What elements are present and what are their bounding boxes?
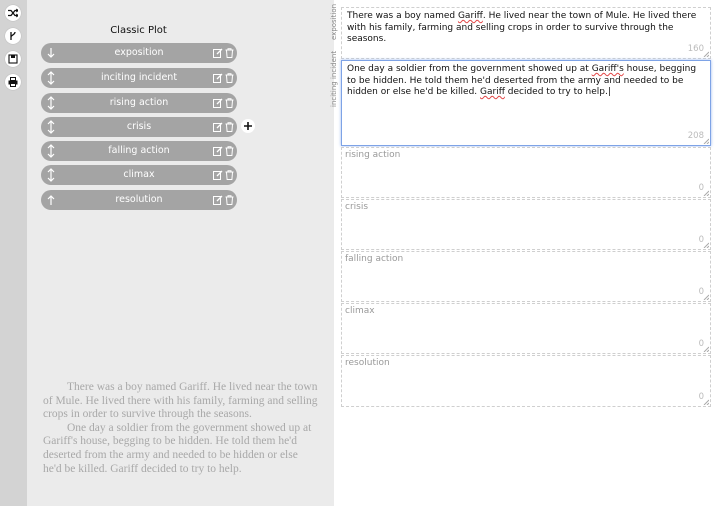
story-paragraph: One day a soldier from the government showed up at Gariff's house, begging to be hidden. He told them he'd deserted from the army and needed to be hidden or else he'd be killed. Gariff decided to try to help. (43, 421, 312, 475)
plot-item-label: inciting incident (100, 72, 178, 83)
trash-icon[interactable] (225, 73, 234, 83)
plot-item-falling-action[interactable] (41, 141, 237, 161)
left-toolbar (0, 0, 27, 506)
character-count: 160 (687, 44, 704, 54)
plot-item-label: rising action (109, 97, 169, 108)
story-preview (43, 381, 318, 476)
character-count: 0 (698, 392, 704, 402)
section-falling-action[interactable] (341, 251, 711, 302)
add-section-button[interactable] (241, 119, 255, 133)
edit-icon[interactable] (213, 48, 223, 58)
plot-item-crisis[interactable] (41, 117, 237, 137)
trash-icon[interactable] (225, 170, 234, 180)
trash-icon[interactable] (225, 122, 234, 132)
character-count: 0 (698, 287, 704, 297)
shuffle-icon[interactable] (5, 5, 21, 21)
section-placeholder: climax (345, 306, 375, 316)
plot-title: Classic Plot (110, 25, 167, 36)
plot-item-label: crisis (126, 121, 152, 132)
section-placeholder: falling action (345, 254, 404, 264)
branch-icon[interactable] (5, 28, 21, 44)
plot-item-resolution[interactable] (41, 190, 237, 210)
edit-icon[interactable] (213, 122, 223, 132)
trash-icon[interactable] (225, 146, 234, 156)
section-text[interactable]: One day a soldier from the government showed up at Gariff's house, begging to be hidden. He told them he'd deserted from the army and needed to be hidden or else he'd be killed. Gariff decided to try to help.| (347, 64, 697, 97)
character-count: 0 (698, 183, 704, 193)
character-count: 0 (698, 235, 704, 245)
section-placeholder: resolution (345, 358, 390, 368)
plot-item-label: climax (123, 169, 155, 180)
print-icon[interactable] (5, 74, 21, 90)
resize-grip-icon[interactable] (703, 294, 709, 300)
trash-icon[interactable] (225, 48, 234, 58)
trash-icon[interactable] (225, 98, 234, 108)
section-placeholder: crisis (345, 202, 369, 212)
section-inciting-incident[interactable] (341, 60, 711, 146)
section-resolution[interactable] (341, 355, 711, 407)
plot-item-exposition[interactable] (41, 43, 237, 63)
save-icon[interactable] (5, 51, 21, 67)
plot-item-inciting-incident[interactable] (41, 68, 237, 88)
story-paragraph: There was a boy named Gariff. He lived near the town of Mule. He lived there with his family, farming and selling crops in order to survive through the seasons. (43, 381, 318, 421)
section-text[interactable]: There was a boy named Gariff. He lived near the town of Mule. He lived there with his family, farming and selling crops in order to survive through the seasons. (347, 11, 697, 44)
resize-grip-icon[interactable] (703, 138, 709, 144)
plus-icon (243, 121, 253, 131)
resize-grip-icon[interactable] (703, 346, 709, 352)
section-side-label: exposition (330, 3, 338, 40)
plot-item-climax[interactable] (41, 165, 237, 185)
character-count: 0 (698, 339, 704, 349)
section-rising-action[interactable] (341, 147, 711, 198)
resize-grip-icon[interactable] (703, 190, 709, 196)
resize-grip-icon[interactable] (703, 399, 709, 405)
plot-item-label: resolution (115, 194, 163, 205)
plot-item-label: exposition (114, 47, 164, 58)
resize-grip-icon[interactable] (703, 51, 709, 57)
plot-item-label: falling action (108, 145, 170, 156)
section-placeholder: rising action (345, 150, 401, 160)
edit-icon[interactable] (213, 170, 223, 180)
plot-item-rising-action[interactable] (41, 93, 237, 113)
edit-icon[interactable] (213, 73, 223, 83)
edit-icon[interactable] (213, 195, 223, 205)
section-climax[interactable] (341, 303, 711, 354)
edit-icon[interactable] (213, 146, 223, 156)
character-count: 208 (687, 131, 704, 141)
section-exposition[interactable] (341, 7, 711, 59)
section-crisis[interactable] (341, 199, 711, 250)
resize-grip-icon[interactable] (703, 242, 709, 248)
edit-icon[interactable] (213, 98, 223, 108)
trash-icon[interactable] (225, 195, 234, 205)
section-side-label: inciting incident (330, 50, 338, 107)
